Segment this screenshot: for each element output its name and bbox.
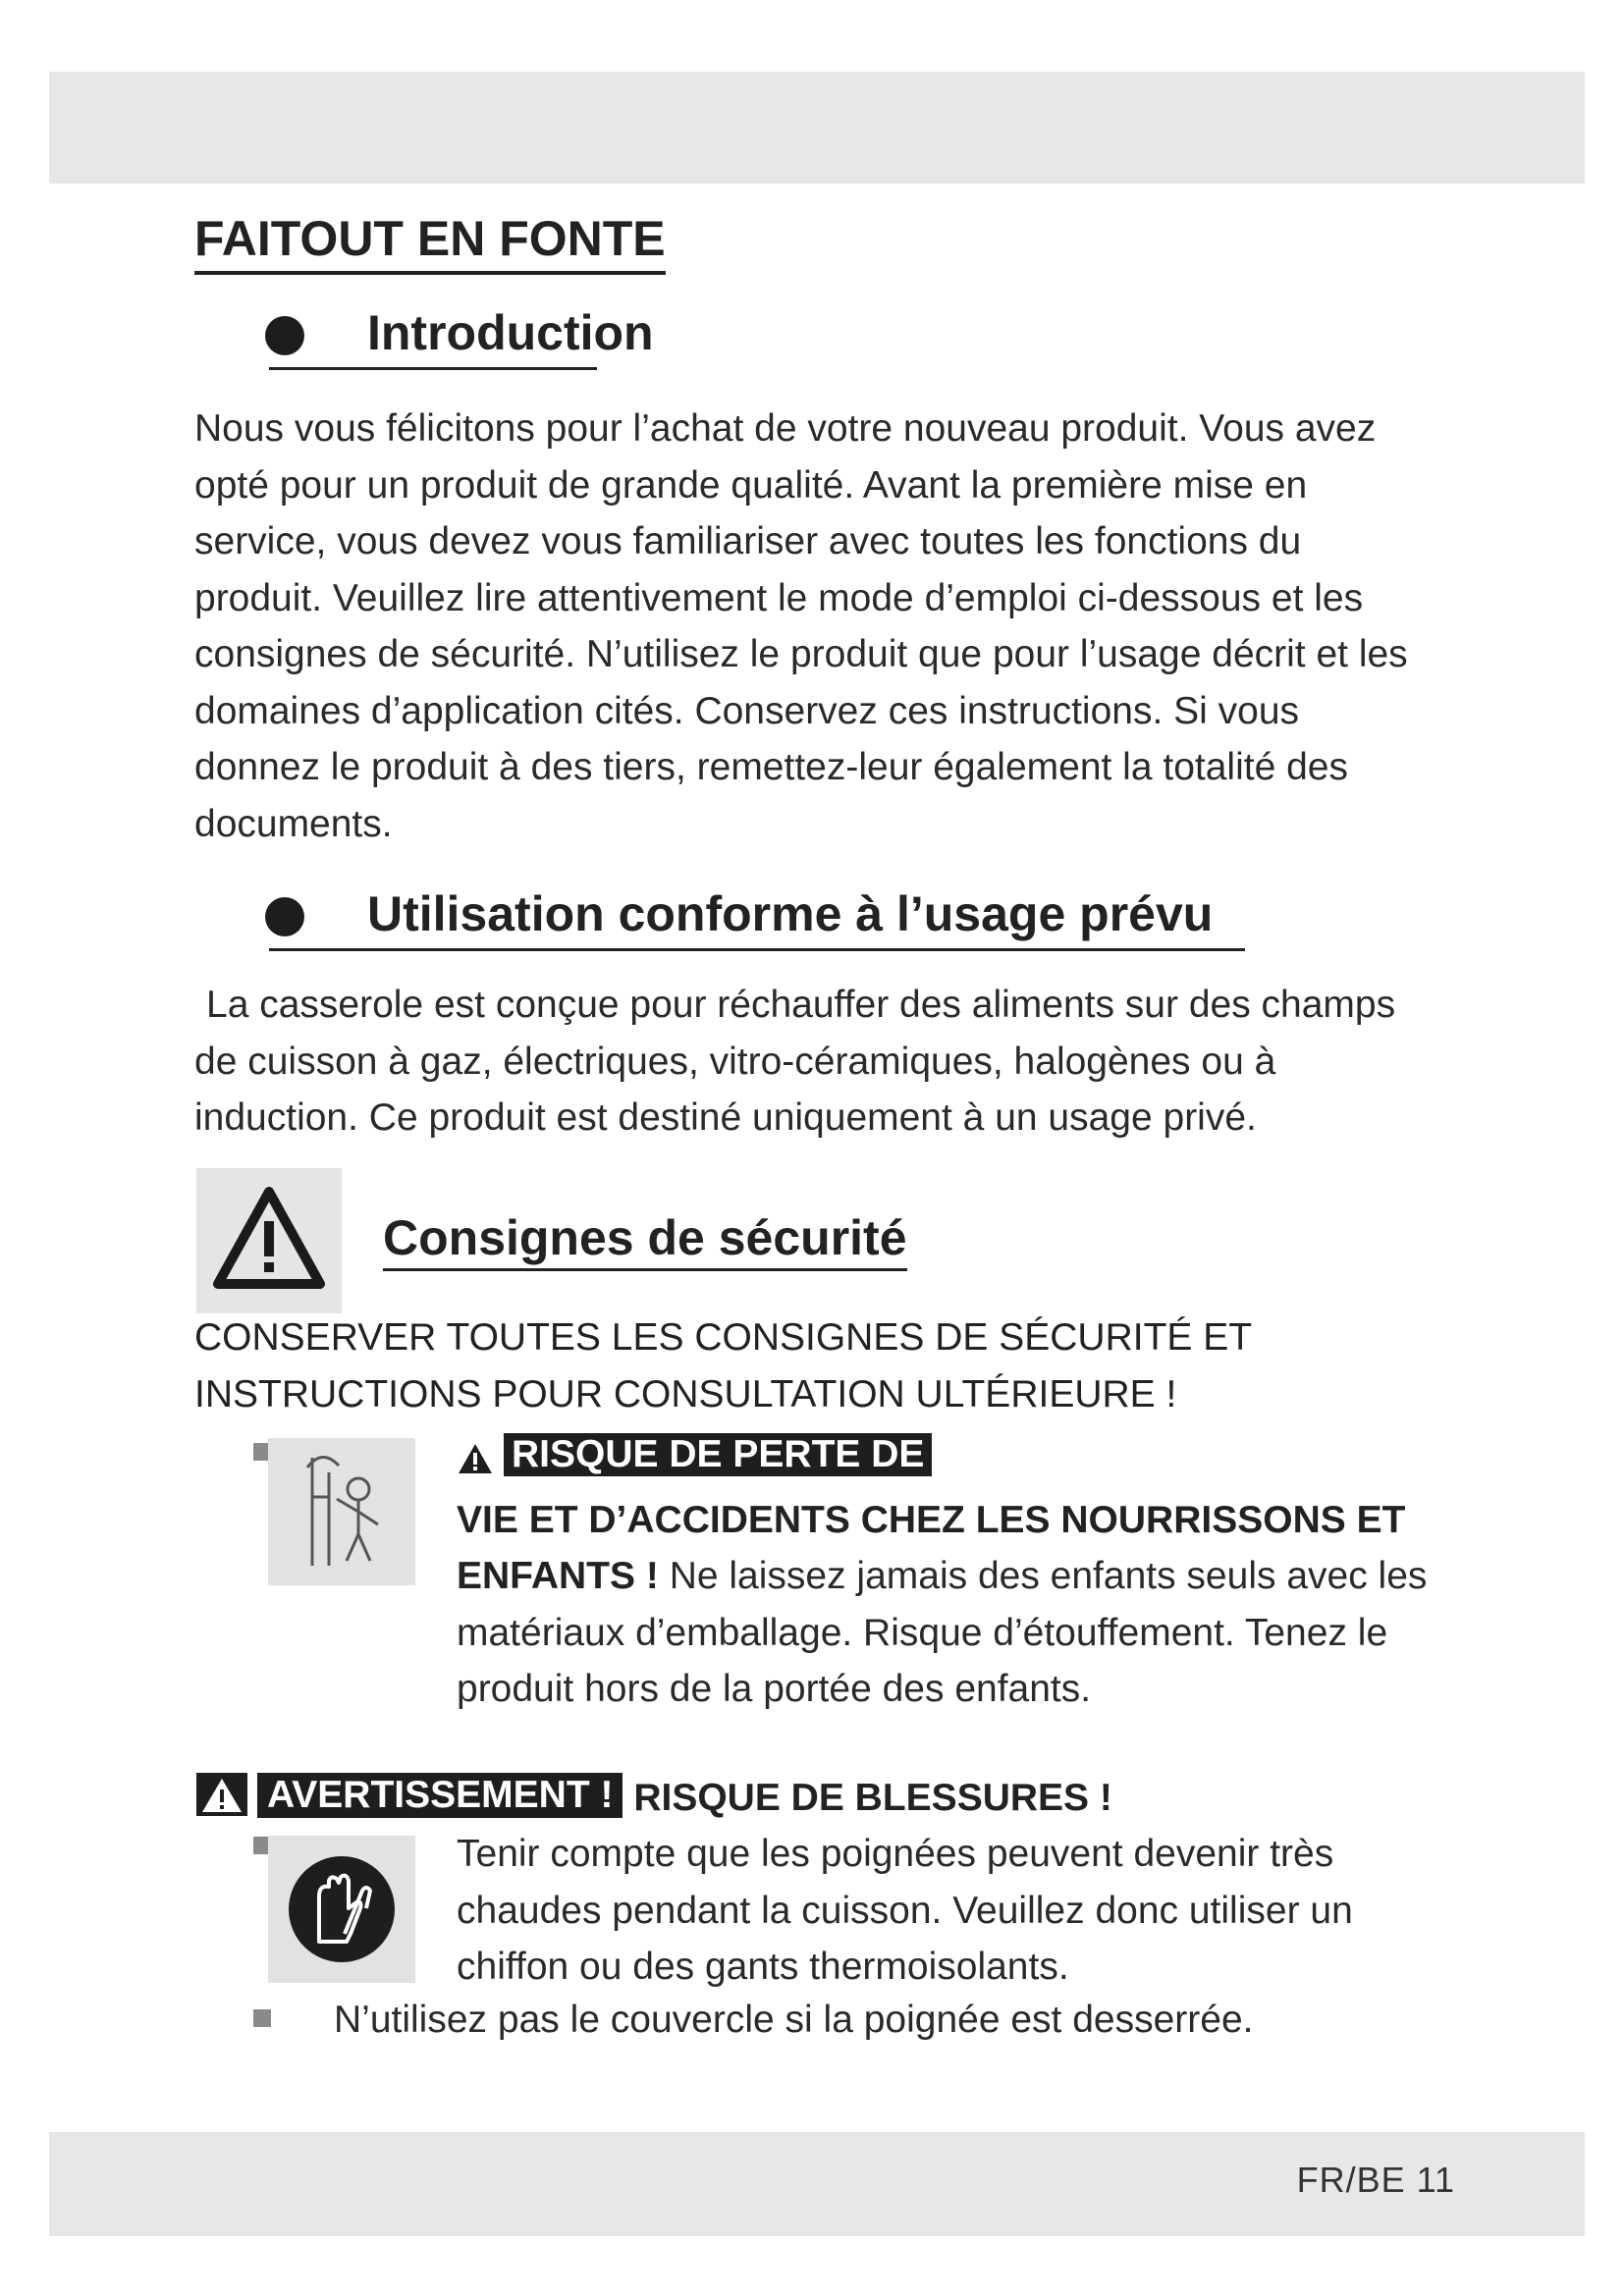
intended-use-text: La casserole est conçue pour réchauffer des aliments sur des champs de cuisson à gaz, électriques, vitro-céramiques, halogènes ou à induction. Ce produit est destiné uniquement à un usage privé. <box>194 984 1396 1139</box>
bullet-dot-icon <box>265 316 304 355</box>
page-number: FR/BE 11 <box>1296 2160 1455 2200</box>
danger-badge: RISQUE DE PERTE DE <box>504 1433 932 1476</box>
warning-text: RISQUE DE BLESSURES ! <box>633 1777 1112 1819</box>
warning-line <box>196 1770 1112 1827</box>
safety-warning-box <box>196 1168 342 1313</box>
oven-gloves-picture <box>268 1836 415 1983</box>
warning-triangle-icon <box>196 1773 247 1833</box>
introduction-text: Nous vous félicitons pour l’achat de votre nouveau produit. Vous avez opté pour un produit de grande qualité. Avant la première mise en service, vous devez vous familiariser avec toutes les fonctions du produit. Veuillez lire attentivement le mode d’emploi ci-dessous et les consignes de sécurité. N’utilisez le produit que pour l’usage décrit et les domaines d’application cités. Conservez ces instructions. Si vous donnez le produit à des tiers, remettez-leur également la totalité des documents. <box>194 407 1408 845</box>
oven-gloves-icon <box>268 1836 415 1983</box>
child-hazard-picture <box>268 1438 415 1585</box>
safety-item-lid: N’utilisez pas le couvercle si la poignée est desserrée. <box>334 1999 1254 2041</box>
page-title: FAITOUT EN FONTE <box>194 208 666 275</box>
safety-caps-notice: CONSERVER TOUTES LES CONSIGNES DE SÉCURITÉ ET INSTRUCTIONS POUR CONSULTATION ULTÉRIEURE ! <box>194 1316 1252 1415</box>
bullet-dot-icon <box>265 897 304 936</box>
warning-badge: AVERTISSEMENT ! <box>257 1773 623 1818</box>
safety-title: Consignes de sécurité <box>383 1207 907 1271</box>
intended-use-title: Utilisation conforme à l’usage prévu <box>367 886 1214 941</box>
introduction-title: Introduction <box>367 305 654 360</box>
introduction-underline <box>269 367 597 370</box>
danger-bold-text: VIE ET D’ACCIDENTS CHEZ LES NOURRISSONS ET ENFANTS ! <box>457 1498 1406 1597</box>
header-band <box>49 72 1585 184</box>
intended-use-underline <box>269 948 1245 951</box>
safety-item-handles: Tenir compte que les poignées peuvent devenir très chaudes pendant la cuisson. Veuillez donc utiliser un chiffon ou des gants thermoisolants. <box>457 1833 1353 1988</box>
danger-body-text: Ne laissez jamais des enfants seuls avec les matériaux d’emballage. Risque d’étouffement. Tenez le produit hors de la portée des enfants. <box>457 1555 1428 1710</box>
warning-triangle-icon <box>196 1168 342 1313</box>
safety-item-children <box>457 1429 1438 1718</box>
warning-triangle-icon <box>457 1435 494 1492</box>
child-hazard-icon <box>268 1438 415 1585</box>
square-bullet-icon <box>253 2009 271 2027</box>
